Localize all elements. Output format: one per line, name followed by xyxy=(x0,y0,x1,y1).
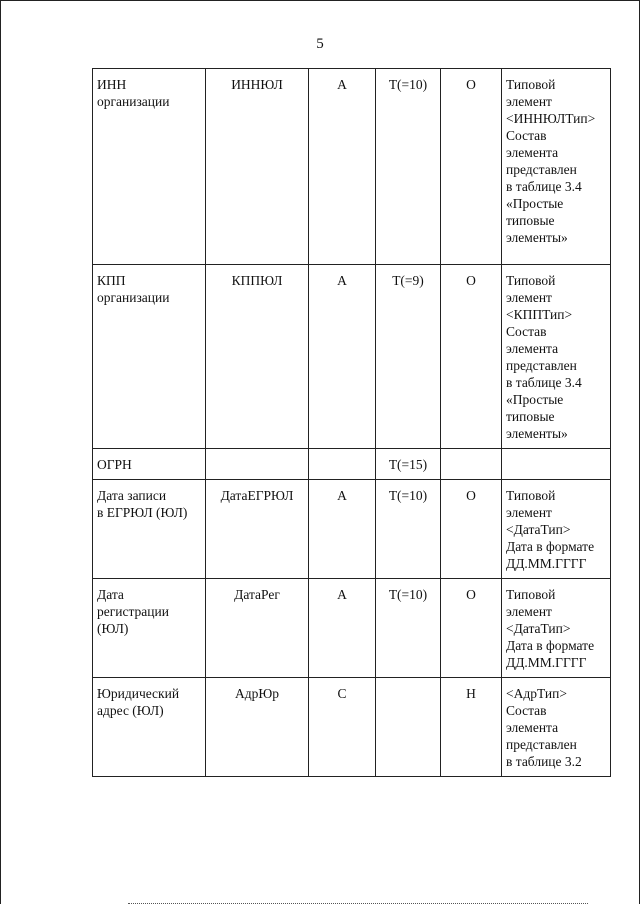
element-required-cell xyxy=(441,449,502,480)
element-tag-cell: АдрЮр xyxy=(206,678,309,777)
table-row xyxy=(93,69,611,265)
element-format-cell: Т(=10) xyxy=(376,480,441,579)
element-name-cell: Юридический адрес (ЮЛ) xyxy=(93,678,206,777)
element-name-cell: ИНН организации xyxy=(93,69,206,265)
element-required-cell: О xyxy=(441,480,502,579)
element-tag-cell: ДатаРег xyxy=(206,579,309,678)
element-name-cell: ОГРН xyxy=(93,449,206,480)
table-row xyxy=(93,678,611,777)
page-bottom-edge xyxy=(128,903,588,904)
element-description-cell xyxy=(502,449,611,480)
table-row xyxy=(93,480,611,579)
element-name-cell: Дата записи в ЕГРЮЛ (ЮЛ) xyxy=(93,480,206,579)
element-format-cell xyxy=(376,678,441,777)
element-tag-cell: ДатаЕГРЮЛ xyxy=(206,480,309,579)
element-required-cell: О xyxy=(441,579,502,678)
element-type-cell: А xyxy=(309,265,376,449)
element-table xyxy=(92,68,611,777)
element-name-cell: КПП организации xyxy=(93,265,206,449)
element-description-cell: <АдрТип> Состав элемента представлен в таблице 3.2 xyxy=(502,678,611,777)
page-number: 5 xyxy=(316,36,324,52)
element-name-cell: Дата регистрации (ЮЛ) xyxy=(93,579,206,678)
element-format-cell: Т(=15) xyxy=(376,449,441,480)
element-description-cell: Типовой элемент <КППТип> Состав элемента представлен в таблице 3.4 «Простые типовые элементы» xyxy=(502,265,611,449)
element-required-cell: О xyxy=(441,265,502,449)
element-tag-cell: КППЮЛ xyxy=(206,265,309,449)
table-row xyxy=(93,449,611,480)
element-required-cell: Н xyxy=(441,678,502,777)
element-required-cell: О xyxy=(441,69,502,265)
table-row xyxy=(93,265,611,449)
element-format-cell: Т(=10) xyxy=(376,579,441,678)
element-type-cell: С xyxy=(309,678,376,777)
element-tag-cell xyxy=(206,449,309,480)
table-row xyxy=(93,579,611,678)
element-type-cell: А xyxy=(309,579,376,678)
element-description-cell: Типовой элемент <ДатаТип> Дата в формате ДД.ММ.ГГГГ xyxy=(502,579,611,678)
element-format-cell: Т(=9) xyxy=(376,265,441,449)
element-tag-cell: ИННЮЛ xyxy=(206,69,309,265)
element-type-cell: А xyxy=(309,480,376,579)
element-format-cell: Т(=10) xyxy=(376,69,441,265)
element-description-cell: Типовой элемент <ДатаТип> Дата в формате ДД.ММ.ГГГГ xyxy=(502,480,611,579)
element-type-cell xyxy=(309,449,376,480)
element-description-cell: Типовой элемент <ИННЮЛТип> Состав элемента представлен в таблице 3.4 «Простые типовые элементы» xyxy=(502,69,611,265)
element-type-cell: А xyxy=(309,69,376,265)
